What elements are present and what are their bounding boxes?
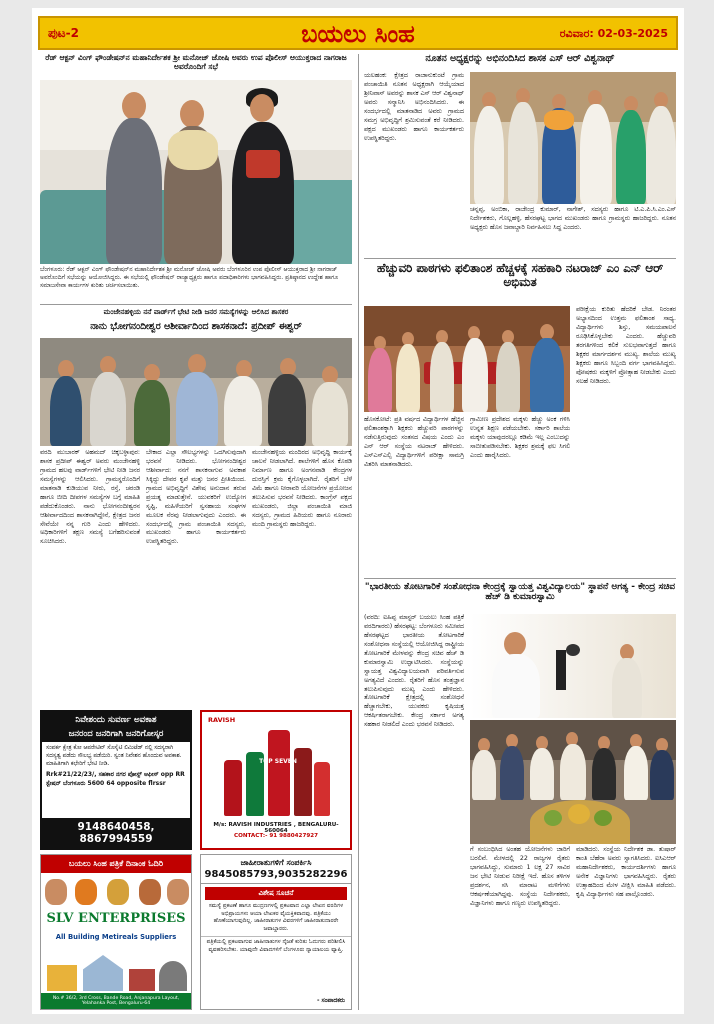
ravish-brand-label: RAVISH xyxy=(208,716,236,724)
advert-contact-box xyxy=(200,854,352,1010)
advert-contact-title: ಜಾಹೀರಾತುಗಳಿಗೆ ಸಂಪರ್ಕಿಸಿ xyxy=(240,858,312,867)
ravish-company: M/s: RAVISH INDUSTRIES , BENGALURU-560064 xyxy=(213,822,339,834)
story5-headline: "ಭಾರತೀಯ ತೋಟಗಾರಿಕೆ ಸಂಶೋಧನಾ ಕೇಂದ್ರಕ್ಕೆ ಸ್ವಾಯತ್ತ ವಿಶ್ವವಿದ್ಯಾಲಯ" ಸ್ಥಾಪನೆ ಅಗತ್ಯ - ಕೇಂದ್ರ ಸಚಿವ ಹೆಚ್ ಡಿ ಕುಮಾರಸ್ವಾಮಿ xyxy=(364,582,676,603)
site-offer-subtitle: ಜನರಂದ ಜನರಿಗಾಗಿ ಜನರಿಗೋಸ್ಕರ xyxy=(42,728,190,742)
story3-column-1: ಯಲಹಂಕ: ಕ್ಷೇತ್ರದ ರಾಜಾನುಕುಂಟೆ ಗ್ರಾಮ ಪಂಚಾಯಿತಿ ನೂತನ ಅಧ್ಯಕ್ಷರಾಗಿ ಆಯ್ಕೆಯಾದ ಶ್ರೀನಿವಾಸ್ ಅವರನ್ನು ಶಾಸಕ ಎಸ್ ಆರ್ ವಿಶ್ವನಾಥ್ ಅವರು ಸನ್ಮಾನಿಸಿ ಅಭಿನಂದಿಸಿದರು. ಈ ಸಂದರ್ಭದಲ್ಲಿ ಮಾತನಾಡಿದ ಅವರು ಗ್ರಾಮದ ಸಮಗ್ರ ಅಭಿವೃದ್ಧಿಗೆ ಶ್ರಮಿಸುವಂತೆ ಕರೆ ನೀಡಿದರು. ಪಕ್ಷದ ಮುಖಂಡರು ಹಾಗೂ ಕಾರ್ಯಕರ್ತರು ಉಪಸ್ಥಿತರಿದ್ದರು. xyxy=(364,72,464,142)
read-paper-banner: ಬಯಲು ಸಿಂಹ ಪತ್ರಿಕೆ ದಿನಾಂಕ ಓದಿರಿ xyxy=(41,855,191,873)
newspaper-title: ಬಯಲು ಸಿಂಹ xyxy=(301,19,415,48)
story4-column-right: ಪರೀಕ್ಷೆಯ ಕುರಿತು ಹೆದರಿಕೆ ಬೇಡ. ನಿರಂತರ ಅಭ್ಯಾಸದಿಂದ ಉತ್ತಮ ಫಲಿತಾಂಶ ಸಾಧ್ಯ. ವಿದ್ಯಾರ್ಥಿಗಳು ಶಿಸ್ತು, ಸಮಯಪಾಲನೆ ರೂಢಿಸಿಕೊಳ್ಳಬೇಕು ಎಂದರು. ಹೆಚ್ಚುವರಿ ತರಗತಿಗಳಿಂದ ಕಲಿಕೆ ಸುಲಭವಾಗುತ್ತದೆ ಹಾಗೂ ಶಿಕ್ಷಕರ ಮಾರ್ಗದರ್ಶನ ಮುಖ್ಯ. ಶಾಲೆಯ ಮುಖ್ಯ ಶಿಕ್ಷಕರು ಹಾಗೂ ಸಿಬ್ಬಂದಿ ವರ್ಗ ಭಾಗವಹಿಸಿದ್ದರು. ಪೋಷಕರು ಮಕ್ಕಳಿಗೆ ಪ್ರೋತ್ಸಾಹ ನೀಡಬೇಕು ಎಂದು ಸಲಹೆ ನೀಡಿದರು. xyxy=(576,306,676,385)
page-number: ಪುಟ-2 xyxy=(48,26,79,40)
story5-photo-bottom xyxy=(470,720,676,844)
story3-headline: ನೂತನ ಅಧ್ಯಕ್ಷರನ್ನು ಅಭಿನಂದಿಸಿದ ಶಾಸಕ ಎಸ್ ಆರ್ ವಿಶ್ವನಾಥ್ xyxy=(425,53,615,64)
slv-enterprises-name: SLV ENTERPRISES xyxy=(46,911,186,926)
site-offer-phones: 9148640458, 8867994559 xyxy=(42,818,190,848)
site-offer-ad xyxy=(40,710,192,850)
notice-title: ವಿಶೇಷ ಸೂಚನೆ xyxy=(205,887,347,900)
masthead xyxy=(38,16,678,50)
slv-tagline: All Building Metireals Suppliers xyxy=(55,933,177,941)
newspaper-page xyxy=(32,8,684,1014)
product-name: TOP SEVEN xyxy=(259,758,297,765)
story4-headline: ಹೆಚ್ಚುವರಿ ಪಾಠಗಳು ಫಲಿತಾಂಶ ಹೆಚ್ಚಳಕ್ಕೆ ಸಹಕಾರಿ ನಟರಾಜ್ ಎಂ ಎನ್ ಆರ್ ಅಭಿಮತ xyxy=(376,261,664,289)
building-materials-image xyxy=(47,947,187,991)
story2-photo xyxy=(40,338,352,446)
notice-signoff: - ಸಂಪಾದಕರು xyxy=(316,997,345,1004)
story4-column-2: ಗ್ರಾಮೀಣ ಪ್ರದೇಶದ ಮಕ್ಕಳು ಹೆಚ್ಚು ಅಂಕ ಗಳಿಸಿ ಉನ್ನತ ಶಿಕ್ಷಣ ಪಡೆಯಬೇಕು. ಸರ್ಕಾರಿ ಶಾಲೆಯ ಮಕ್ಕಳು ಯಾವುದರಲ್ಲೂ ಕಡಿಮೆ ಇಲ್ಲ ಎಂಬುದನ್ನು ಸಾಬೀತುಪಡಿಸಬೇಕು. ಶಿಕ್ಷಕರ ಶ್ರಮಕ್ಕೆ ಫಲ ಸಿಗಲಿ ಎಂದು ಹಾರೈಸಿದರು. xyxy=(470,416,570,459)
story2-column-2: ಬೇಕಾದ ಎಲ್ಲಾ ಸೌಲಭ್ಯಗಳನ್ನು ಒದಗಿಸುವುದಾಗಿ ಭರವಸೆ ನೀಡಿದರು. ಭೋಗನಂದೀಶ್ವರ ಆಶೀರ್ವಾದ: ನನಗೆ ಶಾಸಕನಾಗುವ ಅವಕಾಶ ಸಿಕ್ಕಿದ್ದು ದೇವರ ಕೃಪೆ ಮತ್ತು ಜನರ ಪ್ರೀತಿಯಿಂದ. ಗ್ರಾಮದ ಅಭಿವೃದ್ಧಿಗೆ ವಿಶೇಷ ಅನುದಾನ ತರುವ ಪ್ರಯತ್ನ ಮಾಡುತ್ತೇನೆ. ಯುವಕರಿಗೆ ಉದ್ಯೋಗ ಸೃಷ್ಟಿ, ಮಹಿಳೆಯರಿಗೆ ಸ್ವಸಹಾಯ ಸಂಘಗಳ ಮೂಲಕ ನೆರವು ನೀಡಲಾಗುವುದು ಎಂದರು. ಈ ಸಂದರ್ಭದಲ್ಲಿ ಗ್ರಾಮ ಪಂಚಾಯಿತಿ ಸದಸ್ಯರು, ಮುಖಂಡರು ಹಾಗೂ ಕಾರ್ಯಕರ್ತರು ಉಪಸ್ಥಿತರಿದ್ದರು. xyxy=(146,449,246,546)
story2-column-3: ಮಂಜೇನಹಳ್ಳಿಯ ಮಂದಿರದ ಅಭಿವೃದ್ಧಿ ಕಾರ್ಯಕ್ಕೆ ಚಾಲನೆ ನೀಡಲಾಗಿದೆ. ಶಾಲೆಗಳಿಗೆ ಹೊಸ ಕೊಠಡಿ ನಿರ್ಮಾಣ ಹಾಗೂ ಅಂಗನವಾಡಿ ಕೇಂದ್ರಗಳ ದುರಸ್ತಿಗೆ ಕ್ರಮ ಕೈಗೊಳ್ಳಲಾಗಿದೆ. ರೈತರಿಗೆ ಬೆಳೆ ವಿಮೆ ಹಾಗೂ ನೀರಾವರಿ ಯೋಜನೆಗಳ ಪ್ರಯೋಜನ ತಲುಪಿಸುವ ಭರವಸೆ ನೀಡಿದರು. ಕಾಂಗ್ರೆಸ್ ಪಕ್ಷದ ಮುಖಂಡರು, ಜಿಲ್ಲಾ ಪಂಚಾಯಿತಿ ಮಾಜಿ ಸದಸ್ಯರು, ಗ್ರಾಮದ ಹಿರಿಯರು ಹಾಗೂ ನೂರಾರು ಮಂದಿ ಗ್ರಾಮಸ್ಥರು ಹಾಜರಿದ್ದರು. xyxy=(252,449,352,528)
deity-portraits xyxy=(45,877,189,907)
story1-photo xyxy=(40,80,352,264)
ravish-industries-ad xyxy=(200,710,352,850)
notice-text: ಸಮಸ್ಯೆ ಪ್ರಕಟಣೆ ಹಾಗೂ ಮುದ್ರಣಗಳಲ್ಲಿ ಪ್ರಕಟವಾದ ಎಲ್ಲಾ ಲೇಖನ ವರದಿಗಳ ಅಭಿಪ್ರಾಯಗಳು ಆಯಾ ಲೇಖಕರ ವೈಯಕ್ತಿಕವಾದವು. ಪತ್ರಿಕೆಯು ಹೊಣೆಯಾಗುವುದಿಲ್ಲ. ಜಾಹೀರಾತುಗಳ ವಿವರಗಳಿಗೆ ಜಾಹೀರಾತುದಾರರೇ ಜವಾಬ್ದಾರರು. xyxy=(208,903,344,932)
story2-kicker: ಮಂಜೇನಹಳ್ಳಿಯ ನನೆ ವಾರ್ಡ್‌ಗೆ ಭೇಟಿ ನೀಡಿ ಜನರ ಸಮಸ್ಯೆಗಳನ್ನು ಆಲಿಸಿದ ಶಾಸಕರ xyxy=(103,308,289,316)
slv-enterprises-ad xyxy=(40,854,192,1010)
story5-column-3: ಮಾಡಿದರು. ಸಂಸ್ಥೆಯ ನಿರ್ದೇಶಕ ಡಾ. ತುಷಾರ್ ಕಾಂತಿ ಬೆಹೆರಾ ಅವರು ಸ್ವಾಗತಿಸಿದರು. ಐಸಿಎಆರ್ ಮಹಾನಿರ್ದೇಶಕರು, ಕಾರ್ಯದರ್ಶಿಗಳು ಹಾಗೂ ಅನೇಕ ವಿಜ್ಞಾನಿಗಳು ಭಾಗವಹಿಸಿದ್ದರು. ರೈತರು ಉತ್ಸಾಹದಿಂದ ಮೇಳ ವೀಕ್ಷಿಸಿ ಮಾಹಿತಿ ಪಡೆದರು. ಕೃಷಿ ವಿದ್ಯಾರ್ಥಿಗಳು ಸಹ ಪಾಲ್ಗೊಂಡರು. xyxy=(576,846,676,898)
site-offer-address: Rrk#21/22/23/, ಸಹಕಾರ ನಗರ ಪೋಸ್ಟ್ ಆಫೀಸ್ opp RR ಸ್ಟೇಷನ್ ಬೆಂಗಳೂರು 5600 64 opposite flrssr xyxy=(46,771,185,787)
story4-photo xyxy=(364,306,570,412)
site-offer-title: ನಿವೇಶಂದು ಸುವರ್ಣ ಅವಕಾಶ xyxy=(42,712,190,728)
slv-address: No.# 36/2, 3rd Cross, Bande Road, Anjanapura Layout, Yelahanka Post, Bengaluru-64 xyxy=(41,993,191,1009)
story4-column-1: ಹೊಸಕೋಟೆ: ಪ್ರತಿ ವರ್ಷದ ವಿದ್ಯಾರ್ಥಿಗಳ ಹೆಚ್ಚಿನ ಫಲಿತಾಂಶಕ್ಕಾಗಿ ಶಿಕ್ಷಕರು ಹೆಚ್ಚುವರಿ ಪಾಠಗಳನ್ನು ನಡೆಸುತ್ತಿರುವುದು ಸಂತಸದ ವಿಷಯ ಎಂದು ಎಂ ಎನ್ ಆರ್ ಸಂಸ್ಥೆಯ ನಟರಾಜ್ ಹೇಳಿದರು. ಎಸ್ಎಸ್ಎಲ್ಸಿ ವಿದ್ಯಾರ್ಥಿಗಳಿಗೆ ಪರೀಕ್ಷಾ ಸಾಮಗ್ರಿ ವಿತರಿಸಿ ಮಾತನಾಡಿದರು. xyxy=(364,416,464,468)
story1-headline: ರೆಡ್ ಆಕ್ಟನ್ ವಿಂಗ್ ಫೌಂಡೇಷನ್‌ನ ಮಹಾನಿರ್ದೇಶಕ ಶ್ರೀ ಮನೋಜ್ ಜೋಷಿ ಅವರು ಉಪ ಪೊಲೀಸ್ ಆಯುಕ್ತರಾದ ನಾಗರಾಜ ಅವರೊಂದಿಗೆ ಸಭೆ xyxy=(45,53,347,71)
site-offer-body: ಸಂಪರ್ಕ ಕ್ಷೇತ್ರ ಕೋ ಆಪರೇಟಿವ್ ಸೊಸೈಟಿ ಲಿಮಿಟೆಡ್ ನಲ್ಲಿ ಸದಸ್ಯರಾಗಿ ಸದಸ್ಯತ್ವ ಪಡೆದು ಸೌಲಭ್ಯ ಪಡೆಯಿರಿ. ಸ್ವಂತ ನಿವೇಶನ ಹೊಂದುವ ಅವಕಾಶ. ಮಾಹಿತಿಗಾಗಿ ಕಛೇರಿಗೆ ಭೇಟಿ ನೀಡಿ. xyxy=(46,745,182,767)
story5-photo-top xyxy=(470,614,676,718)
ravish-contact: CONTACT:- 91 9880427927 xyxy=(233,833,319,839)
story2-headline: ನಾನು ಭೋಗನಂದೀಶ್ವರ ಆಶೀರ್ವಾದಿಂದ ಶಾಸಕನಾದೆ: ಪ್ರದೀಪ್ ಈಶ್ವರ್ xyxy=(90,321,302,332)
fruit-display xyxy=(530,800,630,844)
notice-text-2: ಪತ್ರಿಕೆಯಲ್ಲಿ ಪ್ರಕಟವಾಗುವ ಜಾಹೀರಾತುಗಳ ನೈಜತೆ ಕುರಿತು ಓದುಗರು ಪರಿಶೀಲಿಸಿ ವ್ಯವಹರಿಸಬೇಕು. ಯಾವುದೇ ವಿವಾದಗಳಿಗೆ ಬೆಂಗಳೂರು ನ್ಯಾಯಾಲಯ ವ್ಯಾಪ್ತಿ. xyxy=(201,936,351,956)
story5-column-2: ಗೆ ಸಂಬಂಧಿಸಿದ ಅಂತಹ ಯೋಜನೆಗಳು ಜಾರಿಗೆ ಬರಲಿವೆ. ಮೇಳದಲ್ಲಿ 22 ರಾಜ್ಯಗಳ ರೈತರು ಭಾಗವಹಿಸಿದ್ದು, ಸುಮಾರು 1 ಲಕ್ಷ 27 ಸಾವಿರ ಜನ ಭೇಟಿ ನೀಡುವ ನಿರೀಕ್ಷೆ ಇದೆ. ಹೊಸ ತಳಿಗಳ ಪ್ರದರ್ಶನ, ಸಸಿ ಮಾರಾಟ ಮಳಿಗೆಗಳು ಆಕರ್ಷಣೆಯಾಗಿದ್ದವು. ಸಂಸ್ಥೆಯ ನಿರ್ದೇಶಕರು, ವಿಜ್ಞಾನಿಗಳು ಹಾಗೂ ಗಣ್ಯರು ಉಪಸ್ಥಿತರಿದ್ದರು. xyxy=(470,846,570,907)
story1-caption: ಬೆಂಗಳೂರು: ರೆಡ್ ಆಕ್ಟನ್ ವಿಂಗ್ ಫೌಂಡೇಷನ್‌ನ ಮಹಾನಿರ್ದೇಶಕ ಶ್ರೀ ಮನೋಜ್ ಜೋಷಿ ಅವರು ಬೆಂಗಳೂರಿನ ಉಪ ಪೊಲೀಸ್ ಆಯುಕ್ತರಾದ ಶ್ರೀ ನಾಗರಾಜ್ ಅವರೊಂದಿಗೆ ಸಭೆಯನ್ನು ಆಯೋಜಿಸಿದ್ದರು. ಈ ಸಭೆಯಲ್ಲಿ ಫೌಂಡೇಷನ್ ರಾಜ್ಯಾಧ್ಯಕ್ಷರು ಹಾಗೂ ಪದಾಧಿಕಾರಿಗಳು ಭಾಗವಹಿಸಿದ್ದರು. ಪ್ರತಿಷ್ಠಾನದ ಉದ್ದೇಶ ಹಾಗೂ ಸಮಾಜಸೇವಾ ಕಾರ್ಯಗಳ ಕುರಿತು ಚರ್ಚಿಸಲಾಯಿತು. xyxy=(40,266,339,290)
story3-photo xyxy=(470,72,676,204)
story3-column-2: ಚನ್ನಪ್ಪ, ಅಂಬಿಕಾ, ರಾಜೇಂದ್ರ ಕುಮಾರ್, ನಾಗೇಶ್, ಸದಸ್ಯರು ಹಾಗೂ ಟಿ.ಎ.ಪಿ.ಸಿ.ಎಂ.ಎಸ್ ನಿರ್ದೇಶಕರು, ಗೊಲ್ಲಹಳ್ಳಿ, ಹೆಸರಘಟ್ಟ ಭಾಗದ ಮುಖಂಡರು ಹಾಗೂ ಗ್ರಾಮಸ್ಥರು ಹಾಜರಿದ್ದರು. ನೂತನ ಅಧ್ಯಕ್ಷರು ಹೊಸ ಜವಾಬ್ದಾರಿ ನಿರ್ವಹಿಸಲು ಸಿದ್ಧ ಎಂದರು. xyxy=(470,206,676,231)
story5-column-1: (ವರದಿ: ಐಹಿಪ್ಪ ಮಾಸ್ಟರ್ ಬಯಲು ಸಿಂಹ ಪತ್ರಿಕೆ ವರದಿಗಾರರು) ಹೆಸರಘಟ್ಟ: ಬೆಂಗಳೂರು ಸಮೀಪದ ಹೆಸರಘಟ್ಟದ ಭಾರತೀಯ ತೋಟಗಾರಿಕೆ ಸಂಶೋಧನಾ ಸಂಸ್ಥೆಯಲ್ಲಿ ಆಯೋಜಿಸಿದ್ದ ರಾಷ್ಟ್ರೀಯ ತೋಟಗಾರಿಕೆ ಮೇಳವನ್ನು ಕೇಂದ್ರ ಸಚಿವ ಹೆಚ್ ಡಿ ಕುಮಾರಸ್ವಾಮಿ ಉದ್ಘಾಟಿಸಿದರು. ಸಂಸ್ಥೆಯನ್ನು ಸ್ವಾಯತ್ತ ವಿಶ್ವವಿದ್ಯಾಲಯವಾಗಿ ಪರಿವರ್ತಿಸುವ ಅಗತ್ಯವಿದೆ ಎಂದರು. ರೈತರಿಗೆ ಹೊಸ ತಂತ್ರಜ್ಞಾನ ತಲುಪಿಸುವುದು ಮುಖ್ಯ ಎಂದು ಹೇಳಿದರು. ತೋಟಗಾರಿಕೆ ಕ್ಷೇತ್ರದಲ್ಲಿ ಸಂಶೋಧನೆ ಹೆಚ್ಚಾಗಬೇಕು, ಯುವಕರು ಕೃಷಿಯತ್ತ ಆಕರ್ಷಿತರಾಗಬೇಕು. ಕೇಂದ್ರ ಸರ್ಕಾರ ಅಗತ್ಯ ಸಹಕಾರ ನೀಡಲಿದೆ ಎಂದು ಭರವಸೆ ನೀಡಿದರು. xyxy=(364,614,464,729)
advert-contact-phones: 9845085793,9035282296 xyxy=(201,869,351,884)
story2-column-1: ವರದಿ ಮುಬಾರಕ್ ಅಹಮದ್ ಚಿಕ್ಕಬಳ್ಳಾಪುರ: ಶಾಸಕ ಪ್ರದೀಪ್ ಈಶ್ವರ್ ಅವರು ಮಂಜೇನಹಳ್ಳಿ ಗ್ರಾಮದ ಹಲವು ವಾರ್ಡ್‌ಗಳಿಗೆ ಭೇಟಿ ನೀಡಿ ಜನರ ಸಮಸ್ಯೆಗಳನ್ನು ಆಲಿಸಿದರು. ಗ್ರಾಮಸ್ಥರೊಂದಿಗೆ ಮಾತನಾಡಿ ಕುಡಿಯುವ ನೀರು, ರಸ್ತೆ, ಚರಂಡಿ ಹಾಗೂ ಬೀದಿ ದೀಪಗಳ ಸಮಸ್ಯೆಗಳ ಬಗ್ಗೆ ಮಾಹಿತಿ ಪಡೆದುಕೊಂಡರು. ನಾನು ಭೋಗನಂದೀಶ್ವರನ ಆಶೀರ್ವಾದದಿಂದ ಶಾಸಕನಾಗಿದ್ದೇನೆ, ಕ್ಷೇತ್ರದ ಜನರ ಸೇವೆಯೇ ನನ್ನ ಗುರಿ ಎಂದು ಹೇಳಿದರು. ಅಧಿಕಾರಿಗಳಿಗೆ ತಕ್ಷಣ ಸಮಸ್ಯೆ ಬಗೆಹರಿಸುವಂತೆ ಸೂಚಿಸಿದರು. xyxy=(40,449,140,546)
issue-date: ರವಿವಾರ: 02-03-2025 xyxy=(559,27,668,40)
product-bottles xyxy=(224,726,332,816)
